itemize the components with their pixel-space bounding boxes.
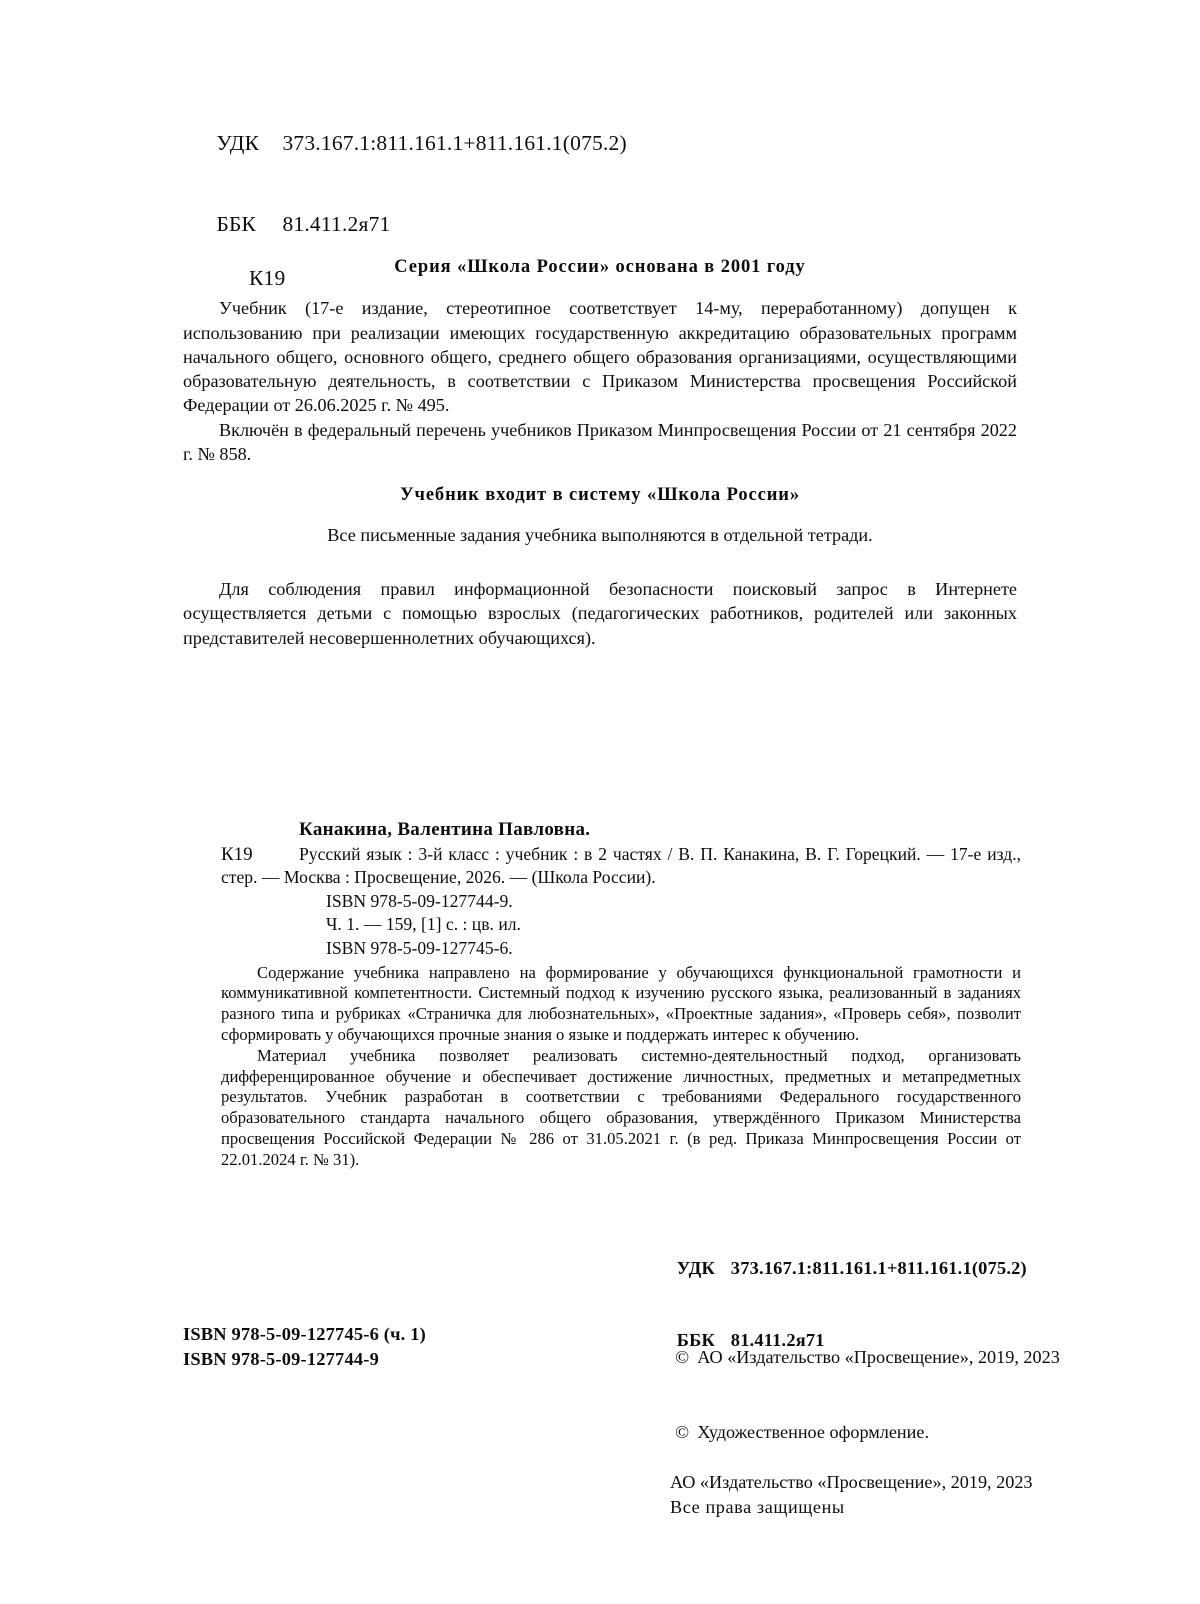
bbk-label-bottom: ББК (676, 1330, 716, 1350)
approval-paragraph: Учебник (17-е издание, стереотипное соответствует 14-му, переработанному) допущен к использованию при реализации имеющих государственную аккредитацию образовательных программ начального общего, основного общего, среднего общего образования организациями, осуществляющими образовательную деятельность, в соответствии с Приказом Министерства просвещения Российской Федерации от 26.06.2025 г. № 495. (183, 298, 1017, 416)
isbn-set-line: ISBN 978-5-09-127744-9. (326, 890, 513, 911)
cutter-code-top: К19 (249, 266, 286, 290)
udk-value-bottom: 373.167.1:811.161.1+811.161.1(075.2) (730, 1258, 1027, 1278)
copyright-design: Художественное оформление. (697, 1422, 930, 1442)
cutter-code-biblio: К19 (221, 843, 253, 865)
copyright-icon-2: © (675, 1422, 690, 1442)
bbk-label-top: ББК (216, 212, 257, 236)
footer-isbn-part: ISBN 978-5-09-127745-6 (ч. 1) (183, 1324, 426, 1344)
bbk-value-bottom: 81.411.2я71 (730, 1330, 825, 1350)
annotation-paragraph-2: Материал учебника позволяет реализовать системно-деятельностный подход, организовать дифференцированное обучение и обеспечивает достижение личностных, предметных и метапредметных результатов. Учебник разработан в соответствии с требованиями Федерального государственного образовательного стандарта начального общего образования, утверждённого Приказом Министерства просвещения Российской Федерации № 286 от 31.05.2021 г. (в ред. Приказа Минпросвещения России от 22.01.2024 г. № 31). (221, 1045, 1021, 1169)
series-title: Серия «Школа России» основана в 2001 году (394, 257, 806, 277)
notice-block (183, 255, 1017, 650)
footer-copyright-block (648, 1320, 1060, 1520)
copyright-icon-1: © (675, 1347, 690, 1367)
rights-reserved: Все права защищены (670, 1497, 845, 1517)
bbk-value-top: 81.411.2я71 (282, 212, 391, 236)
copyright-publisher: АО «Издательство «Просвещение», 2019, 2023 (697, 1347, 1060, 1367)
volume-line: Ч. 1. — 159, [1] с. : цв. ил. (326, 914, 521, 935)
bibliographic-record (221, 818, 1021, 1171)
annotation-paragraph-1: Содержание учебника направлено на формирование у обучающихся функциональной грамотности и коммуникативной компетентности. Системный подход к изучению русского языка, реализованный в заданиях разного типа и рубриках «Страничка для любознательных», «Проектные задания», «Проверь себя», позволит сформировать у обучающихся прочные знания о языке и поддержать интерес к обучению. (221, 962, 1021, 1044)
udk-label-top: УДК (216, 131, 260, 155)
written-tasks-note: Все письменные задания учебника выполняются в отдельной тетради. (327, 524, 873, 545)
system-title: Учебник входит в систему «Школа России» (400, 485, 800, 506)
biblio-description: Русский язык : 3-й класс : учебник : в 2 частях / В. П. Канакина, В. Г. Горецкий. — 17-е изд., стер. — Москва : Просвещение, 2026. — (Школа России). (221, 843, 1021, 888)
copyright-publisher-line (648, 1320, 1060, 1395)
copyright-design-line (648, 1395, 1060, 1470)
federal-list-paragraph: Включён в федеральный перечень учебников Приказом Минпросвещения России от 21 сентября 2022 г. № 858. (183, 419, 1017, 465)
isbn-part-line: ISBN 978-5-09-127745-6. (326, 937, 513, 958)
footer-isbn-set: ISBN 978-5-09-127744-9 (183, 1349, 379, 1369)
udk-row-bottom (648, 1232, 1027, 1304)
udk-value-top: 373.167.1:811.161.1+811.161.1(075.2) (282, 131, 627, 155)
biblio-description-row (221, 843, 1021, 890)
safety-paragraph: Для соблюдения правил информационной безопасности поисковый запрос в Интернете осуществляется детьми с помощью взрослых (педагогических работников, родителей или законных представителей несовершеннолетних обучающихся). (183, 578, 1017, 648)
annotation-block (221, 963, 1021, 1171)
footer-isbn-block (183, 1322, 426, 1372)
copyright-design-owner: АО «Издательство «Просвещение», 2019, 2023 (670, 1472, 1033, 1492)
udk-row-top (183, 103, 627, 184)
udk-label-bottom: УДК (676, 1258, 716, 1278)
author-name: Канакина, Валентина Павловна. (299, 819, 591, 840)
bbk-row-top (183, 184, 627, 265)
